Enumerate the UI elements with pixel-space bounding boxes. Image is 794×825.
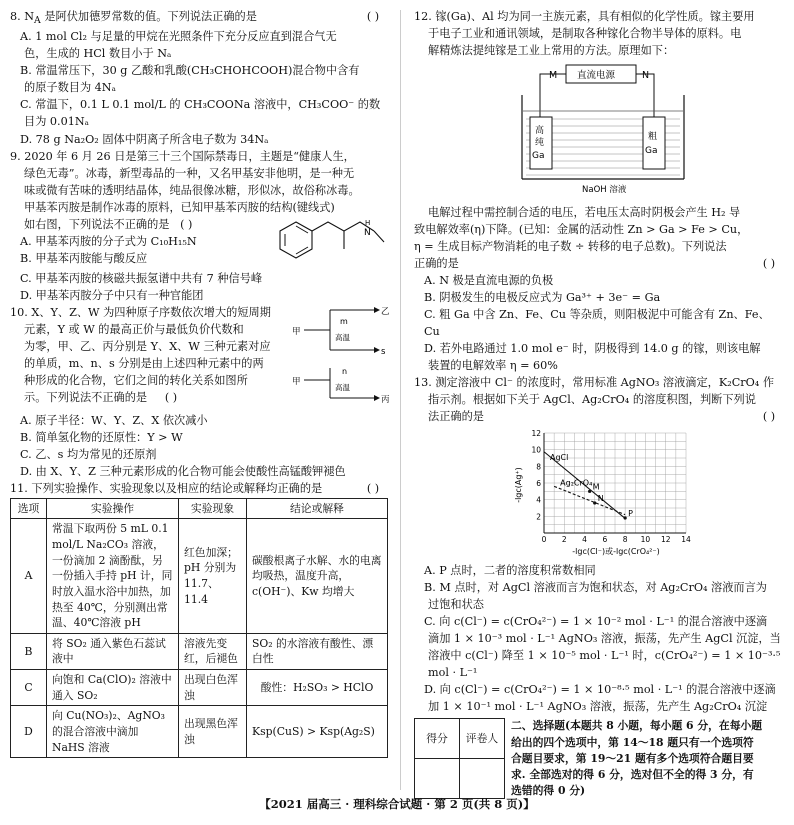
- q13-option-c-cont: mol · L⁻¹: [428, 666, 478, 680]
- x-tick-label: 6: [602, 535, 608, 545]
- conversion-scheme-diagram: [290, 304, 388, 412]
- data-point: [624, 517, 627, 520]
- scheme-gaowen-label: 高温: [335, 332, 350, 342]
- table-header: 实验现象: [179, 498, 247, 519]
- q9-option-d: D. 甲基苯丙胺分子中只有一种官能团: [20, 288, 204, 302]
- q12-desc: 致电解效率(η)下降。(已知：金属的活动性 Zn > Ga > Fe > Cu，: [414, 223, 749, 237]
- q12-desc: 电解过程中需控制合适的电压，若电压太高时阴极会产生 H₂ 导: [428, 206, 741, 220]
- q9-line: 甲基苯丙胺是制作冰毒的原料，已知甲基苯丙胺的结构(键线式): [24, 200, 335, 214]
- conclusion-cell: 酸性：H₂SO₃ > HClO: [247, 670, 388, 706]
- scheme-jia-label: 甲: [292, 326, 301, 337]
- table-header: 选项: [11, 498, 47, 519]
- q13-line: 指示剂。根据如下关于 AgCl、Ag₂CrO₄ 的溶度积图，判断下列说: [428, 393, 756, 407]
- option-cell: B: [11, 633, 47, 669]
- experiment-table: [10, 498, 388, 759]
- answer-paren: ( ): [164, 390, 178, 404]
- section-2-line: 选错的得 0 分): [511, 784, 586, 798]
- q10-option-d: D. 由 X、Y、Z 三种元素形成的化合物可能会使酸性高锰酸钾褪色: [20, 464, 346, 478]
- q9-line: 绿色无毒”。冰毒，新型毒品的一种，又名甲基安非他明，是一种无: [24, 166, 355, 180]
- q8-option-b: B. 常温常压下，30 g 乙酸和乳酸(CH₃CHOHCOOH)混合物中含有: [20, 64, 360, 78]
- x-axis-label: -lgc(Cl⁻)或-lgc(CrO₄²⁻): [572, 547, 660, 557]
- section-2-line: 给出的四个选项中，第 14～18 题只有一个选项符: [511, 735, 754, 749]
- scheme-m-label: m: [340, 316, 348, 326]
- q12-option-c: C. 粗 Ga 中含 Zn、Fe、Cu 等杂质，则阳极泥中可能含有 Zn、Fe、Cu: [424, 308, 770, 339]
- q10-option-b: B. 简单氢化物的还原性：Y > W: [20, 430, 183, 444]
- phenomenon-cell: 溶液先变红，后褪色: [179, 633, 247, 669]
- answer-paren: ( ): [366, 10, 380, 23]
- question-8: [10, 8, 388, 148]
- option-cell: D: [11, 706, 47, 758]
- answer-paren: ( ): [180, 217, 193, 231]
- y-tick-label: 2: [536, 512, 541, 522]
- q13-line: 法正确的是: [428, 410, 484, 424]
- q10-line: 的单质，m、n、s 分别是由上述四种元素中的两: [24, 356, 264, 370]
- q11-stem: 11. 下列实验操作、实验现象以及相应的结论或解释均正确的是: [10, 481, 323, 495]
- conclusion-cell: 碳酸根离子水解、水的电离均吸热，温度升高，c(OH⁻)、Kw 均增大: [247, 519, 388, 633]
- phenomenon-cell: 出现黑色浑浊: [179, 706, 247, 758]
- q12-desc: η = 生成目标产物消耗的电子数 ÷ 转移的电子总数)。下列说法: [414, 240, 727, 254]
- table-row: [11, 706, 388, 758]
- x-tick-label: 4: [582, 535, 587, 545]
- q12-option-b: B. 阴极发生的电极反应式为 Ga³⁺ + 3e⁻ = Ga: [424, 291, 661, 305]
- y-tick-label: 8: [536, 462, 541, 472]
- q8-option-d: D. 78 g Na₂O₂ 固体中阴离子所含电子数为 34Nₐ: [20, 132, 269, 146]
- scheme-yi-label: 乙: [381, 306, 390, 317]
- q10-option-a: A. 原子半径：W、Y、Z、X 依次减小: [20, 413, 208, 427]
- x-tick-label: 8: [622, 535, 628, 545]
- q13-option-d-cont: 加 1 × 10⁻¹ mol · L⁻¹ AgNO₃ 溶液，振荡，先产生 Ag₂CrO₄ 沉淀: [428, 700, 768, 714]
- option-cell: C: [11, 670, 47, 706]
- scheme-jia-label: 甲: [292, 376, 301, 387]
- q10-line: 种形成的化合物，它们之间的转化关系如图所: [24, 373, 248, 387]
- table-header-row: [11, 498, 388, 519]
- score-field[interactable]: [415, 759, 460, 799]
- q8-option-a-cont: 色，生成的 HCl 数目小于 Nₐ: [24, 47, 172, 61]
- q12-line: 解精炼法提纯镓是工业上常用的方法。原理如下：: [428, 44, 675, 58]
- operation-cell: 向饱和 Ca(ClO)₂ 溶液中通入 SO₂: [47, 670, 179, 706]
- grader-label: 评卷人: [460, 719, 505, 759]
- q13-option-c: C. 向 c(Cl⁻) = c(CrO₄²⁻) = 1 × 10⁻² mol · L⁻¹ 的混合溶液中逐滴: [424, 615, 768, 629]
- series-label: AgCl: [550, 453, 569, 463]
- q13-line: 13. 测定溶液中 Cl⁻ 的浓度时，常用标准 AgNO₃ 溶液滴定，K₂CrO₄ 作: [414, 376, 775, 390]
- scheme-bing-label: 丙: [381, 394, 390, 405]
- electrode-n-label: N: [642, 70, 650, 82]
- x-tick-label: 12: [660, 535, 671, 545]
- q12-line: 12. 镓(Ga)、Al 均为同一主族元素，具有相似的化学性质。镓主要用: [414, 10, 755, 23]
- scheme-gaowen-label: 高温: [335, 382, 350, 392]
- q13-option-a: A. P 点时，二者的溶度积常数相同: [424, 564, 596, 578]
- q12-option-d-cont: 装置的电解效率 η = 60%: [428, 359, 558, 373]
- operation-cell: 将 SO₂ 通入紫色石蕊试液中: [47, 633, 179, 669]
- section-2-line: 合题目要求，第 19～21 题有多个选项符合题目要: [511, 751, 754, 765]
- q8-option-c-cont: 目为 0.01Nₐ: [24, 115, 89, 129]
- table-header: 实验操作: [47, 498, 179, 519]
- left-column: [10, 8, 388, 758]
- scheme-s-label: s: [381, 346, 386, 357]
- q12-option-d: D. 若外电路通过 1.0 mol e⁻ 时，阴极得到 14.0 g 的镓，则该电解: [424, 342, 761, 356]
- left-electrode-label: Ga: [532, 151, 545, 162]
- section-2-instructions: [511, 718, 762, 799]
- left-electrode-label: 高: [535, 126, 545, 137]
- right-electrode-label: Ga: [645, 146, 658, 157]
- point-label: N: [597, 494, 604, 504]
- column-separator: [400, 10, 401, 790]
- structure-n-label: N: [364, 227, 371, 238]
- answer-paren: ( ): [762, 257, 776, 271]
- q12-desc: 正确的是: [414, 257, 459, 271]
- answer-paren: ( ): [762, 410, 776, 424]
- question-11: [10, 480, 388, 759]
- conclusion-cell: SO₂ 的水溶液有酸性、漂白性: [247, 633, 388, 669]
- data-point: [588, 490, 591, 493]
- right-electrode-label: 粗: [648, 132, 658, 143]
- methamphetamine-structure-diagram: [280, 216, 388, 270]
- option-cell: A: [11, 519, 47, 633]
- y-tick-label: 12: [531, 429, 541, 439]
- phenomenon-cell: 红色加深；pH 分别为 11.7、11.4: [179, 519, 247, 633]
- question-10: [10, 304, 388, 480]
- section-2-line: 求. 全部选对的得 6 分，选对但不全的得 3 分，有: [511, 767, 754, 781]
- question-12: [414, 8, 784, 374]
- table-row: [11, 519, 388, 633]
- q10-line: 为零，甲、乙、丙分别是 Y、X、W 三种元素对应: [24, 339, 271, 353]
- x-tick-label: 0: [541, 535, 547, 545]
- table-row: [11, 633, 388, 669]
- grader-field[interactable]: [460, 759, 505, 799]
- solubility-product-chart: [510, 425, 700, 557]
- q13-option-b-cont: 过饱和状态: [428, 598, 484, 612]
- y-tick-label: 4: [536, 495, 541, 505]
- q9-option-b: B. 甲基苯丙胺能与酸反应: [20, 251, 148, 265]
- table-header: 结论或解释: [247, 498, 388, 519]
- operation-cell: 向 Cu(NO₃)₂、AgNO₃ 的混合溶液中滴加 NaHS 溶液: [47, 706, 179, 758]
- point-label: M: [592, 482, 600, 492]
- q13-option-d: D. 向 c(Cl⁻) = c(CrO₄²⁻) = 1 × 10⁻⁸·⁵ mol · L⁻¹ 的混合溶液中逐滴: [424, 683, 776, 697]
- q8-option-a: A. 1 mol Cl₂ 与足量的甲烷在光照条件下充分反应直到混合气无: [20, 30, 337, 44]
- electrolysis-cell-diagram: [414, 59, 784, 199]
- q13-option-c-cont: 溶液中 c(Cl⁻) 降至 1 × 10⁻⁵ mol · L⁻¹ 时，c(CrO₄²⁻) = 1 × 10⁻³·⁵: [428, 649, 781, 663]
- series-label: Ag₂CrO₄: [560, 478, 593, 488]
- electrode-m-label: M: [549, 70, 558, 82]
- question-13: [414, 374, 784, 715]
- q9-option-a: A. 甲基苯丙胺的分子式为 C₁₀H₁₅N: [20, 234, 197, 248]
- q10-line: 元素，Y 或 W 的最高正价与最低负价代数和: [24, 322, 244, 336]
- point-label: P: [628, 509, 633, 519]
- y-tick-label: 10: [531, 445, 541, 455]
- score-label: 得分: [415, 719, 460, 759]
- section-2-line: 二、选择题(本题共 8 小题，每小题 6 分，在每小题: [511, 719, 763, 733]
- q13-option-b: B. M 点时，对 AgCl 溶液而言为饱和状态，对 Ag₂CrO₄ 溶液而言为: [424, 581, 767, 595]
- answer-paren: ( ): [366, 481, 380, 495]
- q9-line: 9. 2020 年 6 月 26 日是第三十三个国际禁毒日，主题是“健康人生，: [10, 149, 355, 163]
- q9-line: 味或微有苦味的透明结晶体，纯品很像冰糖，形似冰，故俗称冰毒。: [24, 183, 360, 197]
- table-row: [11, 670, 388, 706]
- q8-option-c: C. 常温下，0.1 L 0.1 mol/L 的 CH₃COONa 溶液中，CH₃COO⁻ 的数: [20, 98, 381, 112]
- q9-option-c: C. 甲基苯丙胺的核磁共振氢谱中共有 7 种信号峰: [20, 271, 263, 285]
- structure-h-label: H: [365, 218, 371, 227]
- phenomenon-cell: 出现白色浑浊: [179, 670, 247, 706]
- solution-label: NaOH 溶液: [582, 185, 627, 196]
- conclusion-cell: Ksp(CuS) > Ksp(Ag₂S): [247, 706, 388, 758]
- operation-cell: 常温下取两份 5 mL 0.1 mol/L Na₂CO₃ 溶液，一份滴加 2 滴酚酞，另一份插入手持 pH 计，同时放入温水浴中加热，加热至 40℃，分别测出常温、40℃溶液 pH: [47, 519, 179, 633]
- scheme-n-label: n: [342, 366, 348, 376]
- section-2-header: [414, 718, 784, 799]
- data-point: [593, 502, 596, 505]
- power-supply-label: 直流电源: [577, 70, 616, 82]
- q13-option-c-cont: 滴加 1 × 10⁻³ mol · L⁻¹ AgNO₃ 溶液，振荡，先产生 AgCl 沉淀，当: [428, 632, 781, 646]
- q12-line: 于电子工业和通讯领域，是制取各种镓化合物半导体的原料。电: [428, 27, 742, 41]
- q10-line: 10. X、Y、Z、W 为四种原子序数依次增大的短周期: [10, 305, 271, 319]
- q9-line: 如右图，下列说法不正确的是: [24, 217, 170, 231]
- right-column: [414, 8, 784, 799]
- y-axis-label: -lgc(Ag⁺): [514, 467, 523, 504]
- x-tick-label: 14: [681, 535, 691, 545]
- q10-option-c: C. 乙、s 均为常见的还原剂: [20, 447, 157, 461]
- page-footer: 【2021 届高三 · 理科综合试题 · 第 2 页(共 8 页)】: [259, 797, 535, 811]
- q12-option-a: A. N 极是直流电源的负极: [424, 274, 554, 288]
- q10-line: 示。下列说法不正确的是: [24, 390, 148, 404]
- q8-option-b-cont: 的原子数目为 4Nₐ: [24, 81, 116, 95]
- score-box: [414, 718, 505, 799]
- q8-stem: 8. $N_A$ 是阿伏加德罗常数的值。下列说法正确的是: [10, 10, 257, 27]
- x-tick-label: 2: [561, 535, 567, 545]
- question-9: [10, 148, 388, 304]
- left-electrode-label: 纯: [535, 138, 545, 149]
- x-tick-label: 10: [640, 535, 651, 545]
- y-tick-label: 6: [536, 479, 541, 489]
